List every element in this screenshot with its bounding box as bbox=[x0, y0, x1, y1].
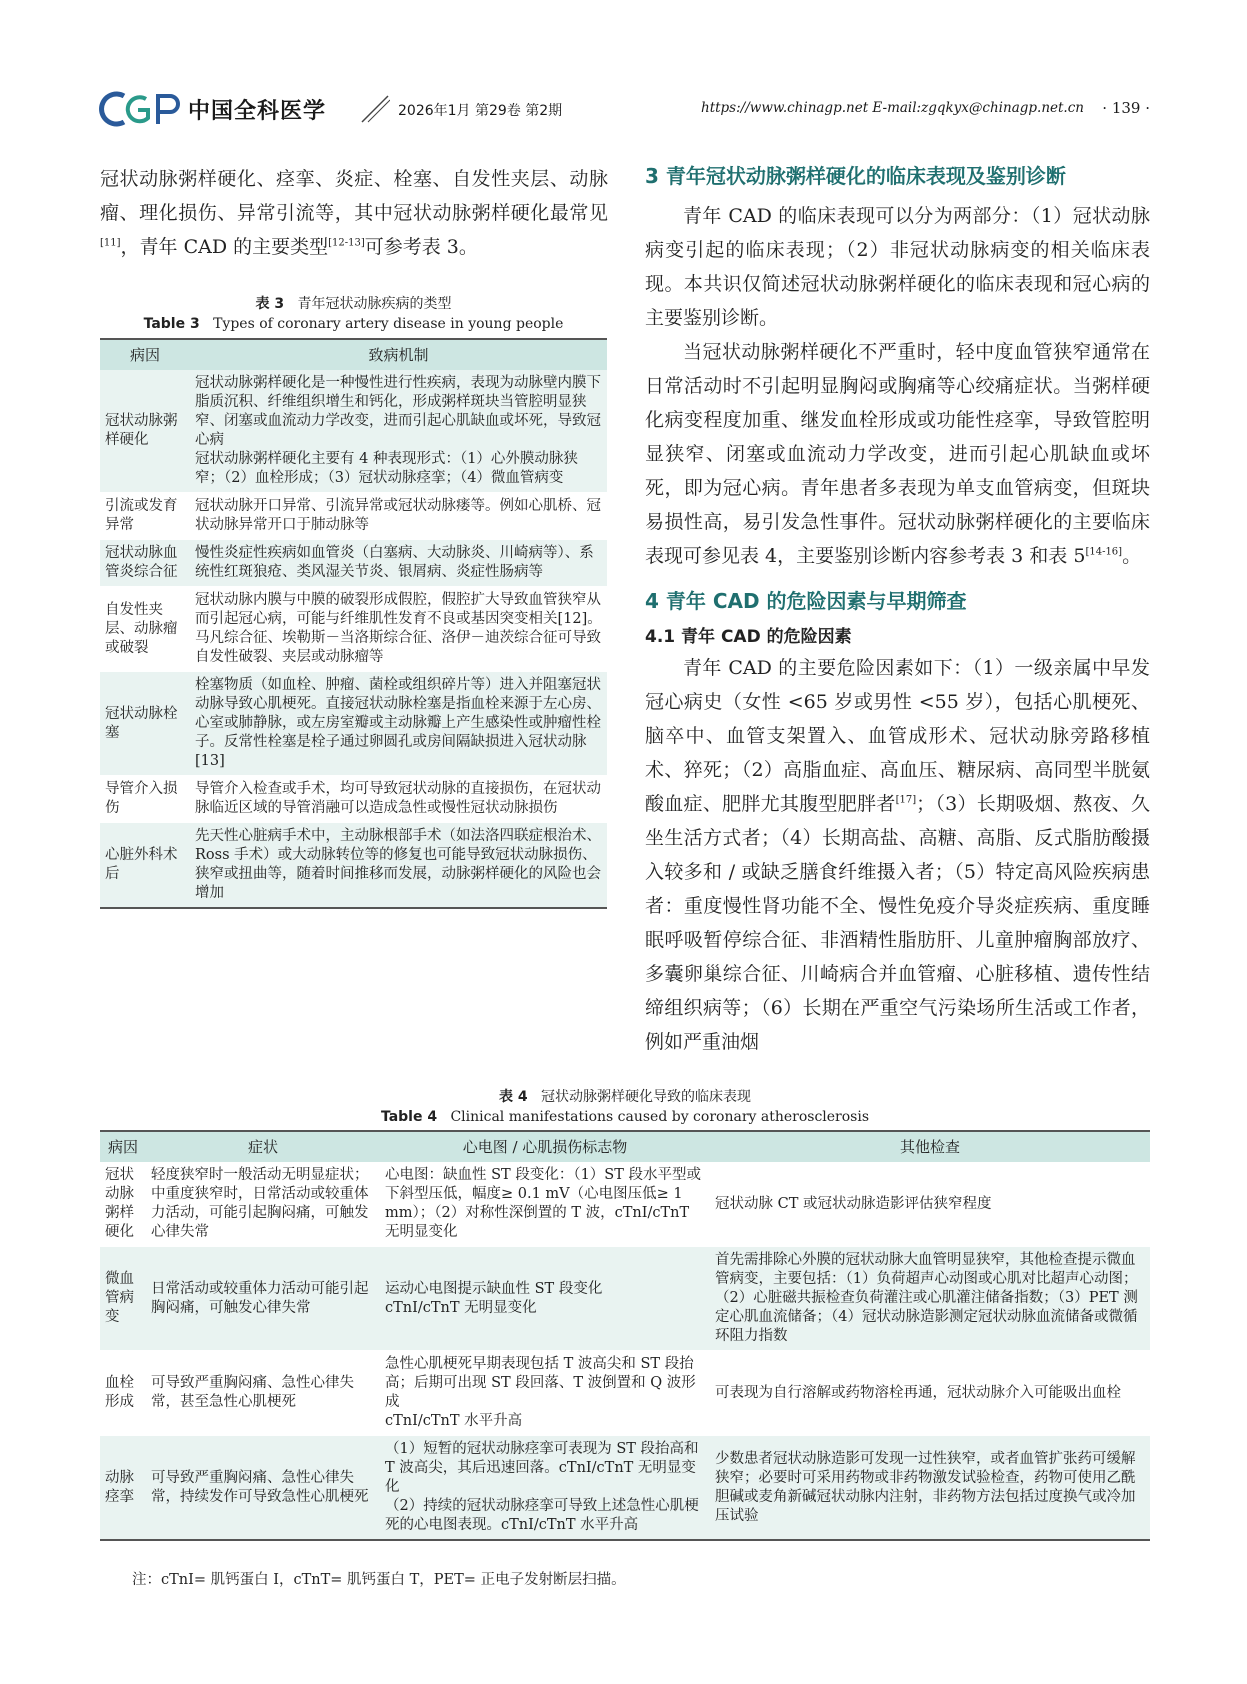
intro-text-mid: ，青年 CAD 的主要类型 bbox=[120, 236, 329, 258]
table-row bbox=[100, 1162, 1150, 1247]
table-4-symptom-cell: 可导致严重胸闷痛、急性心律失常，持续发作可导致急性心肌梗死 bbox=[146, 1436, 380, 1541]
table-3-header-cause: 病因 bbox=[100, 339, 190, 370]
table-3-cause-cell: 自发性夹层、动脉瘤或破裂 bbox=[100, 587, 190, 672]
table-4-ecg-cell: 急性心肌梗死早期表现包括 T 波高尖和 ST 段抬高；后期可出现 ST 段回落、T 波倒置和 Q 波形成 cTnI/cTnT 水平升高 bbox=[380, 1351, 710, 1436]
table-4-header-symptom: 症状 bbox=[146, 1131, 380, 1162]
table-3-mechanism-cell: 冠状动脉粥样硬化是一种慢性进行性疾病，表现为动脉壁内膜下脂质沉积、纤维组织增生和钙化，形成粥样斑块当管腔明显狭窄、闭塞或血流动力学改变，进而引起心肌缺血或坏死，导致冠心病 冠状动脉粥样硬化主要有 4 种表现形式：（1）心外膜动脉狭窄；（2）血栓形成；（3）冠状动脉痉挛；（4）微血管病变 bbox=[190, 370, 607, 493]
table-3-header-mechanism: 致病机制 bbox=[190, 339, 607, 370]
table-row bbox=[100, 1351, 1150, 1436]
table-3-mechanism-cell: 栓塞物质（如血栓、肿瘤、菌栓或组织碎片等）进入并阻塞冠状动脉导致心肌梗死。直接冠状动脉栓塞是指血栓来源于左心房、心室或肺静脉，或左房室瓣或主动脉瓣上产生感染性或肿瘤性栓子。反常性栓塞是栓子通过卵圆孔或房间隔缺损进入冠状动脉[13] bbox=[190, 672, 607, 776]
table-4-cause-cell: 动脉痉挛 bbox=[100, 1436, 146, 1541]
table-row bbox=[100, 493, 607, 540]
table-row bbox=[100, 1247, 1150, 1351]
table-row bbox=[100, 587, 607, 672]
table-4-cause-cell: 血栓形成 bbox=[100, 1351, 146, 1436]
table-3-cause-cell: 冠状动脉血管炎综合征 bbox=[100, 540, 190, 587]
cgp-logo-icon bbox=[98, 90, 184, 128]
section-3-heading: 3 青年冠状动脉粥样硬化的临床表现及鉴别诊断 bbox=[645, 164, 1066, 188]
ref-11[interactable]: [11] bbox=[100, 237, 121, 249]
right-column bbox=[645, 162, 1150, 1059]
table-4-header-other: 其他检查 bbox=[710, 1131, 1150, 1162]
intro-text-end: 可参考表 3。 bbox=[364, 236, 478, 258]
issue-info: 2026年1月 第29卷 第2期 bbox=[398, 103, 563, 119]
paragraph-risk-factors: 青年 CAD 的主要危险因素如下：（1）一级亲属中早发冠心病史（女性 <65 岁或男性 <55 岁），包括心肌梗死、脑卒中、血管支架置入、血管成形术、冠状动脉旁路移植术、猝死；（2）高脂血症、高血压、糖尿病、高同型半胱氨酸血症、肥胖尤其腹型肥胖者[17]；（3）长期吸烟、熬夜、久坐生活方式者；（4）长期高盐、高糖、高脂、反式脂肪酸摄入较多和 / 或缺乏膳食纤维摄入者；（5）特定高风险疾病患者：重度慢性肾功能不全、慢性免疫介导炎症疾病、重度睡眠呼吸暂停综合征、非酒精性脂肪肝、儿童肿瘤胸部放疗、多囊卵巢综合征、川崎病合并血管瘤、心脏移植、遗传性结缔组织病等；（6）长期在严重空气污染场所生活或工作者，例如严重油烟 bbox=[645, 657, 1150, 1053]
table-4 bbox=[100, 1089, 1150, 1541]
intro-text: 冠状动脉粥样硬化、痉挛、炎症、栓塞、自发性夹层、动脉瘤、理化损伤、异常引流等，其中冠状动脉粥样硬化最常见 bbox=[100, 168, 608, 224]
table-3-cause-cell: 冠状动脉粥样硬化 bbox=[100, 370, 190, 493]
ref-14-16[interactable]: [14-16] bbox=[1085, 546, 1123, 558]
section-4-1-heading: 4.1 青年 CAD 的危险因素 bbox=[645, 627, 852, 647]
table-4-footnote: 注：cTnI= 肌钙蛋白 I，cTnT= 肌钙蛋白 T，PET= 正电子发射断层扫描。 bbox=[132, 1572, 626, 1588]
table-3-mechanism-cell: 冠状动脉开口异常、引流异常或冠状动脉瘘等。例如心肌桥、冠状动脉异常开口于肺动脉等 bbox=[190, 493, 607, 540]
ref-17[interactable]: [17] bbox=[895, 794, 917, 806]
journal-logo bbox=[98, 90, 326, 128]
paragraph-clinical-detail: 当冠状动脉粥样硬化不严重时，轻中度血管狭窄通常在日常活动时不引起明显胸闷或胸痛等心绞痛症状。当粥样硬化病变程度加重、继发血栓形成或功能性痉挛，导致管腔明显狭窄、闭塞或血流动力学改变，进而引起心肌缺血或坏死，即为冠心病。青年患者多表现为单支血管病变，但斑块易损性高，易引发急性事件。冠状动脉粥样硬化的主要临床表现可参见表 4，主要鉴别诊断内容参考表 3 和表 5[14-16]。 bbox=[645, 341, 1150, 567]
table-4-symptom-cell: 轻度狭窄时一般活动无明显症状；中重度狭窄时，日常活动或较重体力活动，可能引起胸闷痛，可触发心律失常 bbox=[146, 1162, 380, 1247]
table-3-mechanism-cell: 先天性心脏病手术中，主动脉根部手术（如法洛四联症根治术、Ross 手术）或大动脉转位等的修复也可能导致冠状动脉损伤、狭窄或扭曲等，随着时间推移而发展，动脉粥样硬化的风险也会增加 bbox=[190, 823, 607, 909]
table-4-symptom-cell: 日常活动或较重体力活动可能引起胸闷痛，可触发心律失常 bbox=[146, 1247, 380, 1351]
table-4-header-cause: 病因 bbox=[100, 1131, 146, 1162]
table-4-other-cell: 首先需排除心外膜的冠状动脉大血管明显狭窄，其他检查提示微血管病变，主要包括：（1）负荷超声心动图或心肌对比超声心动图；（2）心脏磁共振检查负荷灌注或心肌灌注储备指数；（3）PET 测定心肌血流储备；（4）冠状动脉造影测定冠状动脉血流储备或微循环阻力指数 bbox=[710, 1247, 1150, 1351]
table-3-mechanism-cell: 冠状动脉内膜与中膜的破裂形成假腔，假腔扩大导致血管狭窄从而引起冠心病，可能与纤维肌性发育不良或基因突变相关[12]。马凡综合征、埃勒斯－当洛斯综合征、洛伊－迪茨综合征可导致自发性破裂、夹层或动脉瘤等 bbox=[190, 587, 607, 672]
table-4-cause-cell: 微血管病变 bbox=[100, 1247, 146, 1351]
table-4-ecg-cell: 心电图：缺血性 ST 段变化：（1）ST 段水平型或下斜型压低，幅度≥ 0.1 mV（心电图压低≥ 1 mm）；（2）对称性深倒置的 T 波，cTnI/cTnT 无明显变化 bbox=[380, 1162, 710, 1247]
table-3-mechanism-cell: 慢性炎症性疾病如血管炎（白塞病、大动脉炎、川崎病等）、系统性红斑狼疮、类风湿关节炎、银屑病、炎症性肠病等 bbox=[190, 540, 607, 587]
table-4-ecg-cell: 运动心电图提示缺血性 ST 段变化 cTnI/cTnT 无明显变化 bbox=[380, 1247, 710, 1351]
paragraph-clinical-intro: 青年 CAD 的临床表现可以分为两部分：（1）冠状动脉病变引起的临床表现；（2）非冠状动脉病变的相关临床表现。本共识仅简述冠状动脉粥样硬化的临床表现和冠心病的主要鉴别诊断。 bbox=[645, 205, 1150, 329]
page-number: · 139 · bbox=[1102, 99, 1150, 117]
table-4-other-cell: 少数患者冠状动脉造影可发现一过性狭窄，或者血管扩张药可缓解狭窄；必要时可采用药物或非药物激发试验检查，药物可使用乙酰胆碱或麦角新碱冠状动脉内注射，非药物方法包括过度换气或冷加压试验 bbox=[710, 1436, 1150, 1541]
left-intro bbox=[100, 162, 608, 264]
table-4-other-cell: 冠状动脉 CT 或冠状动脉造影评估狭窄程度 bbox=[710, 1162, 1150, 1247]
table-3-caption-en: Table 3 Types of coronary artery disease in young people bbox=[143, 316, 564, 332]
table-3-grid bbox=[100, 338, 607, 909]
table-row bbox=[100, 370, 607, 493]
table-row bbox=[100, 776, 607, 823]
journal-url: https://www.chinagp.net E-mail:zgqkyx@chinagp.net.cn bbox=[701, 100, 1084, 116]
table-row bbox=[100, 672, 607, 776]
table-4-ecg-cell: （1）短暂的冠状动脉痉挛可表现为 ST 段抬高和 T 波高尖，其后迅速回落。cTnI/cTnT 无明显变化 （2）持续的冠状动脉痉挛可导致上述急性心肌梗死的心电图表现。cTnI/cTnT 水平升高 bbox=[380, 1436, 710, 1541]
table-3 bbox=[100, 296, 607, 909]
table-4-caption-en: Table 4 Clinical manifestations caused by coronary atherosclerosis bbox=[380, 1109, 870, 1125]
section-4-heading: 4 青年 CAD 的危险因素与早期筛查 bbox=[645, 589, 967, 613]
table-row bbox=[100, 823, 607, 909]
table-4-cause-cell: 冠状动脉粥样硬化 bbox=[100, 1162, 146, 1247]
page-header bbox=[98, 90, 1150, 128]
table-4-caption-cn: 表 4 冠状动脉粥样硬化导致的临床表现 bbox=[499, 1089, 751, 1105]
table-4-header-ecg: 心电图 / 心肌损伤标志物 bbox=[380, 1131, 710, 1162]
table-3-cause-cell: 冠状动脉栓塞 bbox=[100, 672, 190, 776]
table-row bbox=[100, 1436, 1150, 1541]
table-3-cause-cell: 引流或发育异常 bbox=[100, 493, 190, 540]
table-4-grid bbox=[100, 1130, 1150, 1541]
journal-name: 中国全科医学 bbox=[188, 98, 327, 124]
table-3-cause-cell: 心脏外科术后 bbox=[100, 823, 190, 909]
table-4-other-cell: 可表现为自行溶解或药物溶栓再通，冠状动脉介入可能吸出血栓 bbox=[710, 1351, 1150, 1436]
header-divider-icon bbox=[360, 94, 390, 124]
table-row bbox=[100, 540, 607, 587]
table-3-mechanism-cell: 导管介入检查或手术，均可导致冠状动脉的直接损伤，在冠状动脉临近区域的导管消融可以造成急性或慢性冠状动脉损伤 bbox=[190, 776, 607, 823]
ref-12-13[interactable]: [12-13] bbox=[328, 237, 365, 249]
table-4-symptom-cell: 可导致严重胸闷痛、急性心律失常，甚至急性心肌梗死 bbox=[146, 1351, 380, 1436]
table-3-cause-cell: 导管介入损伤 bbox=[100, 776, 190, 823]
table-3-caption-cn: 表 3 青年冠状动脉疾病的类型 bbox=[255, 296, 452, 312]
